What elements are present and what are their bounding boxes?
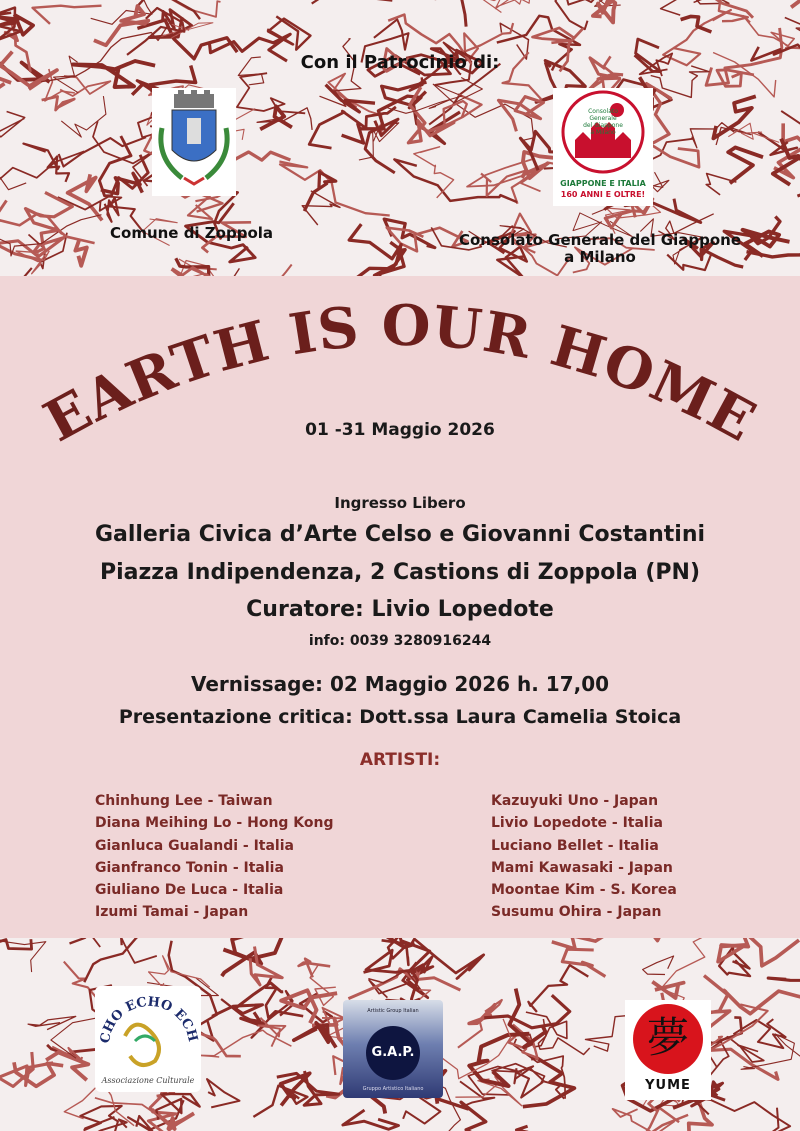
venue-name: Galleria Civica d’Arte Celso e Giovanni Costantini bbox=[94, 522, 706, 547]
list-item: Kazuyuki Uno - Japan bbox=[491, 793, 659, 809]
entry-info: Ingresso Libero bbox=[334, 494, 466, 512]
consolato-logo-line3: del Giappone bbox=[583, 122, 623, 129]
artists-list-left bbox=[95, 790, 334, 924]
crack-line bbox=[484, 995, 570, 1028]
crack-line bbox=[768, 963, 800, 981]
consolato-logo-line4: a Milano bbox=[590, 129, 616, 136]
list-item: Giuliano De Luca - Italia bbox=[95, 882, 284, 899]
crack-line bbox=[149, 956, 210, 987]
crack-line bbox=[223, 938, 332, 959]
list-item: Izumi Tamai - Japan bbox=[95, 904, 249, 921]
crack-line bbox=[552, 938, 676, 949]
gap-group-logo bbox=[343, 1000, 443, 1098]
crack-line bbox=[207, 1079, 240, 1107]
crack-line bbox=[237, 73, 305, 113]
consolato-label bbox=[440, 232, 760, 266]
crack-line bbox=[299, 959, 331, 978]
crack-line bbox=[523, 1058, 575, 1107]
crack-line bbox=[513, 1126, 564, 1131]
consolato-logo-line5: GIAPPONE E ITALIA bbox=[560, 179, 646, 188]
crack-line bbox=[312, 0, 393, 4]
crack-line bbox=[279, 162, 389, 216]
gap-logo-small: Artistic Group Italian bbox=[367, 1008, 419, 1014]
crack-line bbox=[643, 956, 674, 975]
crack-line bbox=[414, 147, 454, 198]
crack-line bbox=[0, 200, 7, 276]
crack-line bbox=[310, 965, 336, 1006]
consolato-label-line1: Consolato Generale del Giappone bbox=[458, 231, 742, 249]
list-item: Gianfranco Tonin - Italia bbox=[95, 859, 284, 876]
crack-line bbox=[250, 947, 282, 985]
crack-line bbox=[28, 1016, 76, 1029]
gap-logo-main: G.A.P. bbox=[371, 1045, 415, 1060]
crack-line bbox=[469, 1034, 529, 1086]
crack-line bbox=[713, 96, 755, 138]
list-item: Mami Kawasaki - Japan bbox=[491, 859, 673, 876]
list-item: Susumu Ohira - Japan bbox=[491, 904, 662, 921]
crack-line bbox=[101, 173, 143, 193]
crack-line bbox=[59, 137, 146, 166]
presentation: Presentazione critica: Dott.ssa Laura Camelia Stoica bbox=[118, 706, 682, 728]
crack-line bbox=[388, 78, 483, 114]
event-title: EARTH IS OUR HOME bbox=[33, 292, 767, 456]
gap-logo-bottom: Gruppo Artistico Italiano bbox=[362, 1086, 424, 1092]
vernissage: Vernissage: 02 Maggio 2026 h. 17,00 bbox=[190, 672, 610, 696]
consolato-logo-line2: Generale bbox=[589, 115, 617, 122]
contact-info: info: 0039 3280916244 bbox=[308, 633, 492, 649]
crack-line bbox=[528, 965, 588, 1012]
crack-line bbox=[0, 238, 64, 261]
yume-text: YUME bbox=[645, 1078, 691, 1093]
artists-heading: ARTISTI: bbox=[359, 750, 441, 770]
echo-logo-subtitle: Associazione Culturale bbox=[101, 1076, 195, 1085]
list-item: Diana Meihing Lo - Hong Kong bbox=[95, 815, 334, 832]
crack-line bbox=[562, 949, 605, 976]
crack-line bbox=[33, 6, 102, 24]
crack-line bbox=[0, 151, 84, 186]
crack-line bbox=[253, 1086, 307, 1117]
crack-line bbox=[724, 990, 800, 1015]
venue-address: Piazza Indipendenza, 2 Castions di Zoppola (PN) bbox=[99, 560, 701, 585]
comune-zoppola-crest-icon bbox=[152, 88, 236, 196]
crack-line bbox=[394, 159, 517, 202]
list-item: Livio Lopedote - Italia bbox=[491, 815, 663, 832]
list-item: Moontae Kim - S. Korea bbox=[491, 882, 677, 899]
list-item: Chinhung Lee - Taiwan bbox=[95, 793, 273, 809]
crack-line bbox=[435, 0, 504, 27]
crack-line bbox=[499, 97, 544, 132]
list-item: Gianluca Gualandi - Italia bbox=[95, 837, 294, 854]
consolato-giappone-logo bbox=[553, 88, 653, 206]
crack-line bbox=[0, 112, 25, 137]
crack-line bbox=[343, 1110, 399, 1129]
echo-logo-text: CHO ECHO ECH bbox=[97, 994, 200, 1045]
comune-label: Comune di Zoppola bbox=[110, 224, 274, 242]
consolato-logo-line6: 160 ANNI E OLTRE! bbox=[560, 190, 646, 199]
consolato-logo-line1: Consolato bbox=[588, 108, 618, 115]
artists-list-right bbox=[491, 790, 677, 924]
list-item: Luciano Bellet - Italia bbox=[491, 837, 659, 854]
crack-line bbox=[496, 0, 531, 9]
yume-kanji: 夢 bbox=[646, 1013, 689, 1062]
crack-line bbox=[706, 174, 736, 195]
title-arc-svg bbox=[0, 270, 800, 480]
crack-line bbox=[75, 241, 86, 266]
crack-line bbox=[728, 147, 763, 183]
crack-line bbox=[509, 989, 545, 1048]
crack-line bbox=[68, 174, 103, 220]
echo-association-logo bbox=[95, 986, 201, 1092]
crack-line bbox=[369, 971, 409, 997]
crack-line bbox=[758, 132, 797, 155]
yume-logo bbox=[625, 1000, 711, 1100]
patrocinio-heading: Con il Patrocinio di: bbox=[300, 52, 500, 73]
crack-line bbox=[0, 150, 26, 190]
crack-line bbox=[789, 0, 800, 7]
event-dates: 01 -31 Maggio 2026 bbox=[305, 420, 495, 440]
curator: Curatore: Livio Lopedote bbox=[246, 597, 554, 622]
consolato-label-line2: a Milano bbox=[564, 248, 636, 266]
